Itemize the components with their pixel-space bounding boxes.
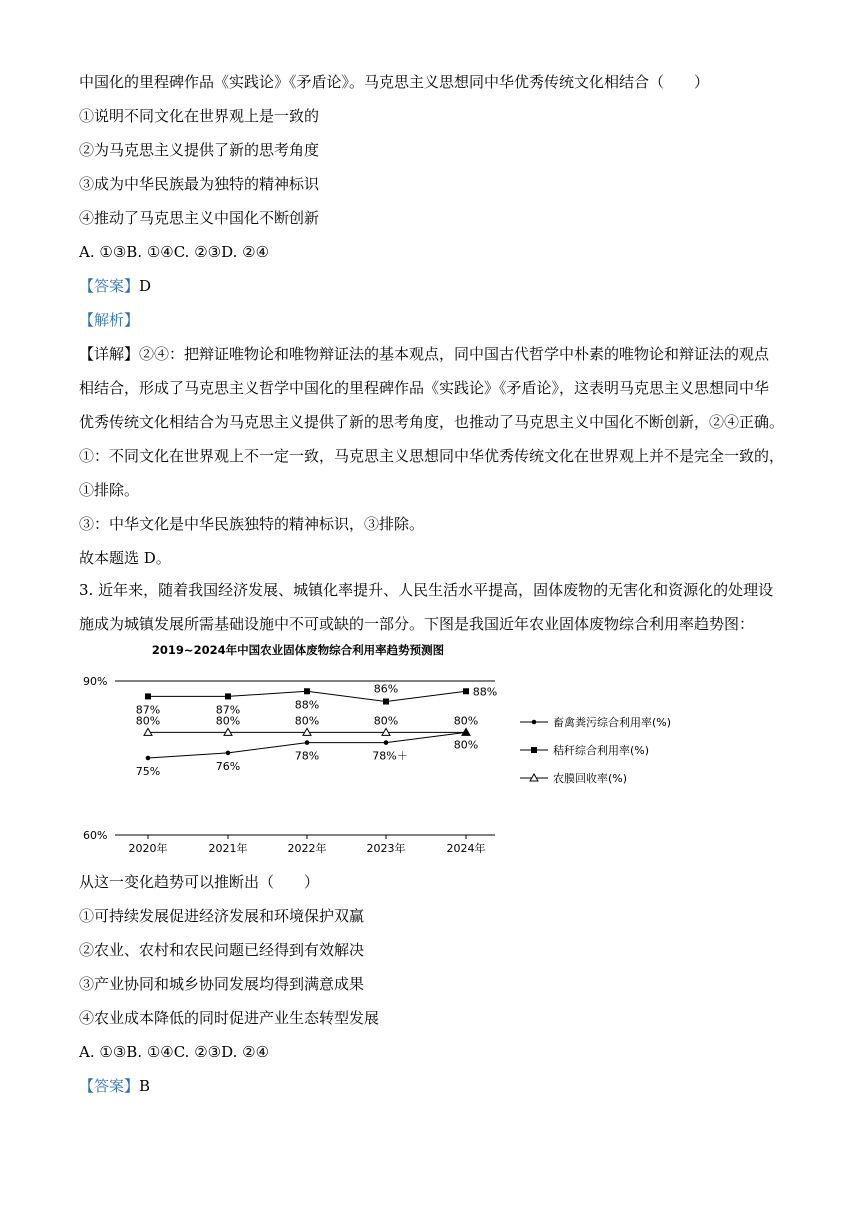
q2-detail-line-5: ①排除。 — [79, 481, 140, 499]
y-tick-label: 90% — [83, 675, 108, 688]
analysis-tag: 【解析】 — [79, 311, 140, 329]
q3-option-4: ④农业成本降低的同时促进产业生态转型发展 — [79, 1009, 380, 1027]
q2-option-3: ③成为中华民族最为独特的精神标识 — [79, 175, 320, 193]
q3-stem-line-1: 3. 近年来，随着我国经济发展、城镇化率提升、人民生活水平提高，固体废物的无害化和资源化的处理设 — [79, 581, 774, 599]
detail-text: ②④：把辩证唯物论和唯物辩证法的基本观点，同中国古代哲学中朴素的唯物论和辩证法的观点 — [139, 345, 770, 363]
film-data-label: 80% — [215, 714, 241, 728]
legend-triangle-marker — [530, 774, 538, 781]
manure-series-line — [148, 732, 466, 758]
q2-detail-line-7: 故本题选 D。 — [79, 549, 171, 567]
q3-choices: A. ①③B. ①④C. ②③D. ②④ — [79, 1043, 270, 1061]
x-tick-label: 2020年 — [128, 842, 168, 855]
q2-option-1: ①说明不同文化在世界观上是一致的 — [79, 107, 320, 125]
chart-title: 2019~2024年中国农业固体废物综合利用率趋势预测图 — [151, 643, 445, 657]
q3-stem-line-2: 施成为城镇发展所需基础设施中不可或缺的一部分。下图是我国近年农业固体废物综合利用率趋势图： — [79, 615, 755, 633]
straw-point — [225, 693, 231, 699]
q3-option-2: ②农业、农村和农民问题已经得到有效解决 — [79, 941, 365, 959]
answer-tag: 【答案】 — [79, 1077, 140, 1095]
manure-point — [226, 751, 231, 756]
straw-data-label: 87% — [215, 703, 241, 717]
q2-detail-line-2: 相结合，形成了马克思主义哲学中国化的里程碑作品《实践论》《矛盾论》，这表明马克思主义思想同中华 — [79, 379, 770, 397]
q3-option-1: ①可持续发展促进经济发展和环境保护双赢 — [79, 907, 365, 925]
straw-point — [383, 699, 389, 705]
straw-data-label: 86% — [373, 682, 399, 696]
film-point — [224, 728, 232, 735]
manure-point — [464, 730, 469, 735]
q2-detail-line-1 — [79, 344, 769, 364]
manure-data-label: 75% — [135, 765, 161, 778]
straw-series-line — [148, 691, 466, 701]
manure-point — [384, 740, 389, 745]
straw-point — [463, 688, 469, 694]
straw-data-label: 88% — [294, 698, 320, 712]
straw-point — [304, 688, 310, 694]
film-data-label: 80% — [294, 714, 320, 728]
film-point — [144, 728, 152, 735]
q2-answer-row — [79, 276, 151, 296]
legend-label: 农膜回收率(%) — [553, 772, 628, 785]
film-point — [303, 728, 311, 735]
manure-data-label: 80% — [453, 738, 479, 752]
straw-point — [145, 693, 151, 699]
legend-label: 秸秆综合利用率(%) — [553, 744, 650, 757]
q2-detail-line-6: ③：中华文化是中华民族独特的精神标识，③排除。 — [79, 515, 425, 533]
manure-data-label: 78%＋ — [372, 749, 408, 763]
straw-data-label: 87% — [135, 703, 161, 717]
manure-data-label: 78% — [294, 749, 320, 763]
legend-label: 畜禽粪污综合利用率(%) — [553, 716, 672, 729]
q2-stem-tail: 中国化的里程碑作品《实践论》《矛盾论》。马克思主义思想同中华优秀传统文化相结合（ ） — [79, 73, 710, 91]
answer-value: B — [139, 1077, 151, 1095]
manure-point — [305, 740, 310, 745]
q2-detail-line-3: 优秀传统文化相结合为马克思主义提供了新的思考角度，也推动了马克思主义中国化不断创新，②④正确。 — [79, 413, 785, 431]
answer-value: D — [139, 277, 152, 295]
manure-point — [146, 756, 151, 761]
legend-square-marker — [531, 747, 537, 753]
straw-data-label: 88% — [472, 685, 498, 699]
film-data-label: 80% — [453, 714, 479, 728]
x-tick-label: 2021年 — [208, 842, 248, 855]
film-data-label: 80% — [373, 714, 399, 728]
q2-detail-line-4: ①：不同文化在世界观上不一定一致，马克思主义思想同中华优秀传统文化在世界观上并不是完全一致的， — [79, 447, 785, 465]
x-tick-label: 2022年 — [287, 842, 327, 855]
film-point — [382, 728, 390, 735]
x-tick-label: 2023年 — [366, 842, 406, 855]
answer-tag: 【答案】 — [79, 277, 140, 295]
manure-data-label: 76% — [215, 759, 241, 773]
q2-option-2: ②为马克思主义提供了新的思考角度 — [79, 141, 320, 159]
q2-option-4: ④推动了马克思主义中国化不断创新 — [79, 209, 320, 227]
film-point — [462, 728, 470, 735]
q3-option-3: ③产业协同和城乡协同发展均得到满意成果 — [79, 975, 365, 993]
q2-analysis-tag — [79, 310, 139, 330]
x-tick-label: 2024年 — [446, 842, 486, 855]
y-tick-label: 60% — [83, 829, 108, 842]
film-data-label: 80% — [135, 714, 161, 728]
detail-tag: 【详解】 — [79, 345, 140, 363]
legend-dot-marker — [532, 720, 537, 725]
q3-prompt: 从这一变化趋势可以推断出（ ） — [79, 873, 320, 891]
q3-answer-row — [79, 1076, 150, 1096]
q2-choices: A. ①③B. ①④C. ②③D. ②④ — [79, 243, 270, 261]
